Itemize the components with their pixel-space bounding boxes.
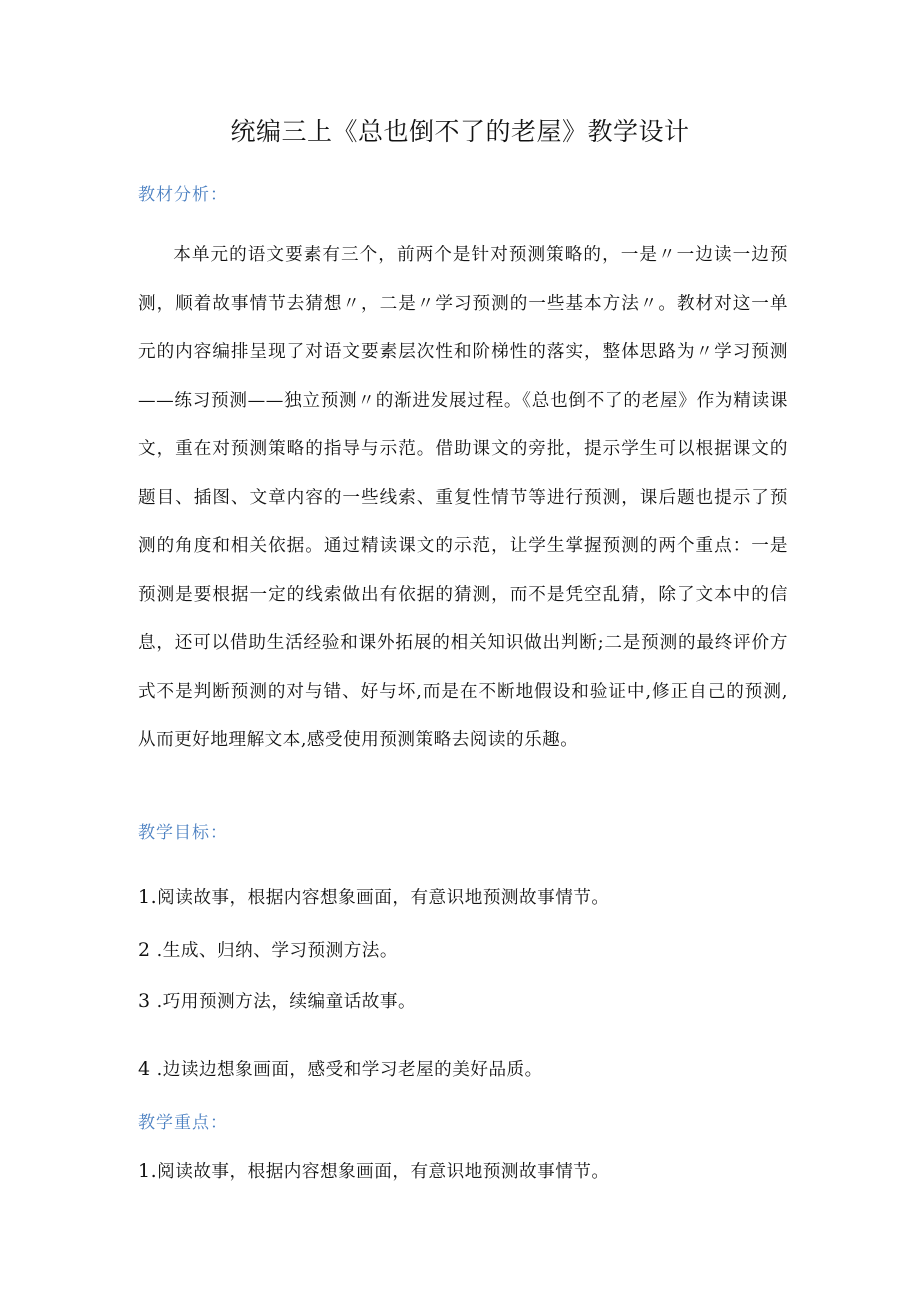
objective-item-3 — [138, 988, 416, 1013]
keypoint-number: 1. — [138, 1160, 158, 1182]
objective-number: 2 — [138, 939, 151, 961]
objective-number: 4 — [138, 1058, 151, 1080]
section-heading-analysis: 教材分析： — [138, 185, 228, 205]
objective-item-4 — [138, 1056, 543, 1081]
keypoint-text: 阅读故事，根据内容想象画面，有意识地预测故事情节。 — [157, 1162, 610, 1182]
objective-number: 3 — [138, 990, 151, 1012]
objective-item-2 — [138, 937, 398, 962]
objective-text: .巧用预测方法，续编童话故事。 — [150, 992, 417, 1012]
objective-item-1 — [138, 884, 610, 909]
objective-number: 1. — [138, 886, 158, 908]
section-heading-keypoints: 教学重点： — [138, 1113, 228, 1133]
objective-text: .边读边想象画面，感受和学习老屋的美好品质。 — [150, 1060, 543, 1080]
objective-text: .生成、归纳、学习预测方法。 — [150, 941, 398, 961]
analysis-paragraph: 本单元的语文要素有三个，前两个是针对预测策略的，一是〃一边读一边预测，顺着故事情节去猜想〃，二是〃学习预测的一些基本方法〃。教材对这一单元的内容编排呈现了对语文要素层次性和阶梯性的落实，整体思路为〃学习预测——练习预测——独立预测〃的渐进发展过程。《总也倒不了的老屋》作为精读课文，重在对预测策略的指导与示范。借助课文的旁批，提示学生可以根据课文的题目、插图、文章内容的一些线索、重复性情节等进行预测，课后题也提示了预测的角度和相关依据。通过精读课文的示范，让学生掌握预测的两个重点：一是预测是要根据一定的线索做出有依据的猜测，而不是凭空乱猜，除了文本中的信息，还可以借助生活经验和课外拓展的相关知识做出判断;二是预测的最终评价方式不是判断预测的对与错、好与坏,而是在不断地假设和验证中,修正自己的预测,从而更好地理解文本,感受使用预测策略去阅读的乐趣。 — [138, 245, 788, 750]
document-title: 统编三上《总也倒不了的老屋》教学设计 — [230, 117, 690, 146]
objective-text: 阅读故事，根据内容想象画面，有意识地预测故事情节。 — [157, 888, 610, 908]
section-heading-objectives: 教学目标： — [138, 823, 228, 843]
keypoint-item-1 — [138, 1158, 610, 1183]
